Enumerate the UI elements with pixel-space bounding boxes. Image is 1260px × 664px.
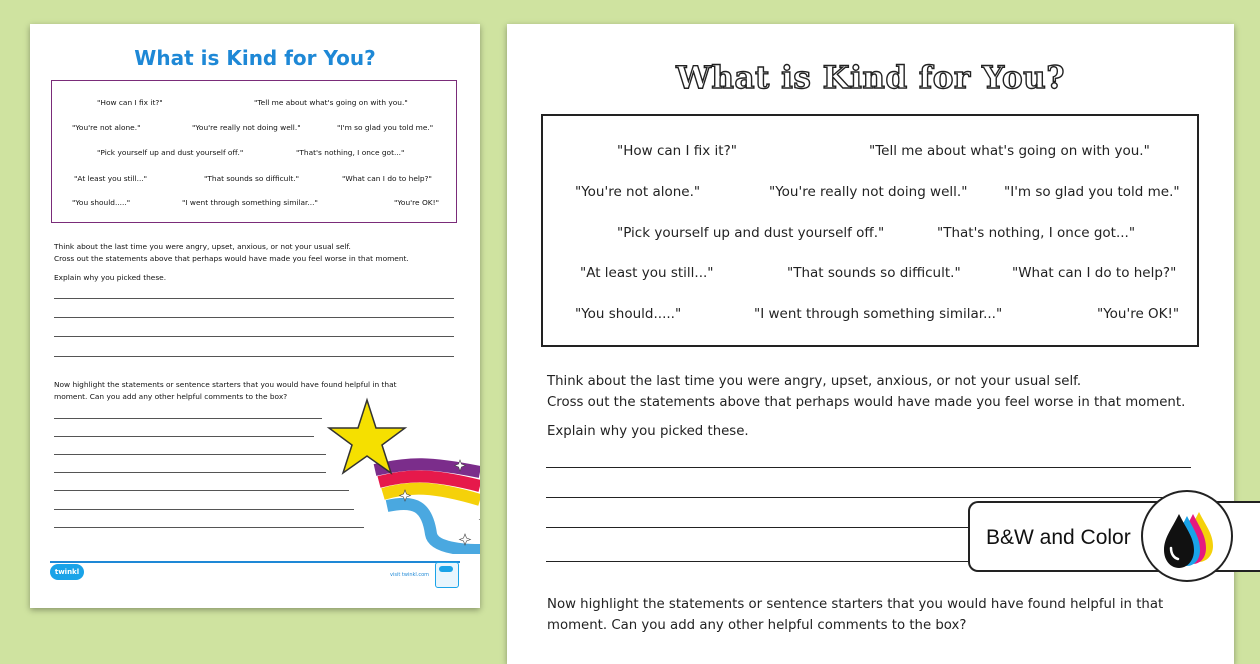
statement: "You should....." xyxy=(72,198,131,207)
worksheet-title: What is Kind for You? xyxy=(134,46,376,70)
answer-line[interactable] xyxy=(546,467,1191,468)
quality-badge-icon xyxy=(435,562,459,588)
highlight-instruction-2: moment. Can you add any other helpful comments to the box? xyxy=(547,618,967,633)
statement: "Tell me about what's going on with you." xyxy=(254,98,408,107)
statement: "Pick yourself up and dust yourself off." xyxy=(97,148,244,157)
statement: "That's nothing, I once got..." xyxy=(937,225,1136,241)
statement: "You should....." xyxy=(575,306,682,322)
answer-line[interactable] xyxy=(54,356,454,357)
explain-prompt: Explain why you picked these. xyxy=(54,273,167,282)
answer-line[interactable] xyxy=(54,298,454,299)
answer-line[interactable] xyxy=(54,336,454,337)
answer-line[interactable] xyxy=(54,472,326,473)
statement: "At least you still..." xyxy=(74,174,148,183)
instruction-line-1: Think about the last time you were angry, upset, anxious, or not your usual self. xyxy=(54,242,351,251)
answer-line[interactable] xyxy=(54,317,454,318)
statement: "You're really not doing well." xyxy=(192,123,301,132)
statement: "That's nothing, I once got..." xyxy=(296,148,405,157)
instruction-line-2: Cross out the statements above that perhaps would have made you feel worse in that moment. xyxy=(547,395,1186,410)
statement: "You're really not doing well." xyxy=(769,184,968,200)
statement: "I'm so glad you told me." xyxy=(1004,184,1180,200)
answer-line[interactable] xyxy=(54,436,314,437)
ink-drops-icon xyxy=(1143,492,1231,580)
instruction-line-2: Cross out the statements above that perhaps would have made you feel worse in that moment. xyxy=(54,254,409,263)
statement: "That sounds so difficult." xyxy=(787,265,961,281)
statement: "What can I do to help?" xyxy=(342,174,432,183)
footer-rule xyxy=(50,561,460,563)
highlight-instruction-1: Now highlight the statements or sentence starters that you would have found helpful in that xyxy=(547,597,1164,612)
statement: "You're OK!" xyxy=(394,198,439,207)
explain-prompt: Explain why you picked these. xyxy=(547,424,749,439)
statement: "At least you still..." xyxy=(580,265,714,281)
statement: "I went through something similar..." xyxy=(754,306,1003,322)
statement: "Pick yourself up and dust yourself off." xyxy=(617,225,885,241)
footer-url: visit twinkl.com xyxy=(390,572,430,578)
answer-line[interactable] xyxy=(54,509,354,510)
instruction-line-1: Think about the last time you were angry, upset, anxious, or not your usual self. xyxy=(547,374,1082,389)
rainbow-star-illustration xyxy=(315,394,480,554)
answer-line[interactable] xyxy=(54,454,326,455)
statements-box xyxy=(541,114,1199,347)
answer-line[interactable] xyxy=(54,418,322,419)
statement: "How can I fix it?" xyxy=(617,143,737,159)
highlight-instruction-1: Now highlight the statements or sentence starters that you would have found helpful in that xyxy=(54,380,397,389)
statements-box xyxy=(51,80,457,223)
answer-line[interactable] xyxy=(546,497,1191,498)
statement: "Tell me about what's going on with you." xyxy=(869,143,1150,159)
statement: "That sounds so difficult." xyxy=(204,174,300,183)
ink-drops-badge xyxy=(1141,490,1233,582)
statement: "I'm so glad you told me." xyxy=(337,123,434,132)
worksheet-title: What is Kind for You? xyxy=(676,60,1065,96)
statement: "What can I do to help?" xyxy=(1012,265,1177,281)
bw-and-color-label xyxy=(968,501,1260,572)
twinkl-logo: twinkl xyxy=(50,564,84,580)
bw-and-color-text: B&W and Color xyxy=(986,526,1131,549)
highlight-instruction-2: moment. Can you add any other helpful comments to the box? xyxy=(54,392,288,401)
answer-line[interactable] xyxy=(54,490,349,491)
statement: "How can I fix it?" xyxy=(97,98,163,107)
statement: "You're not alone." xyxy=(72,123,141,132)
statement: "I went through something similar..." xyxy=(182,198,318,207)
color-worksheet-page xyxy=(30,24,480,608)
statement: "You're OK!" xyxy=(1097,306,1180,322)
statement: "You're not alone." xyxy=(575,184,701,200)
